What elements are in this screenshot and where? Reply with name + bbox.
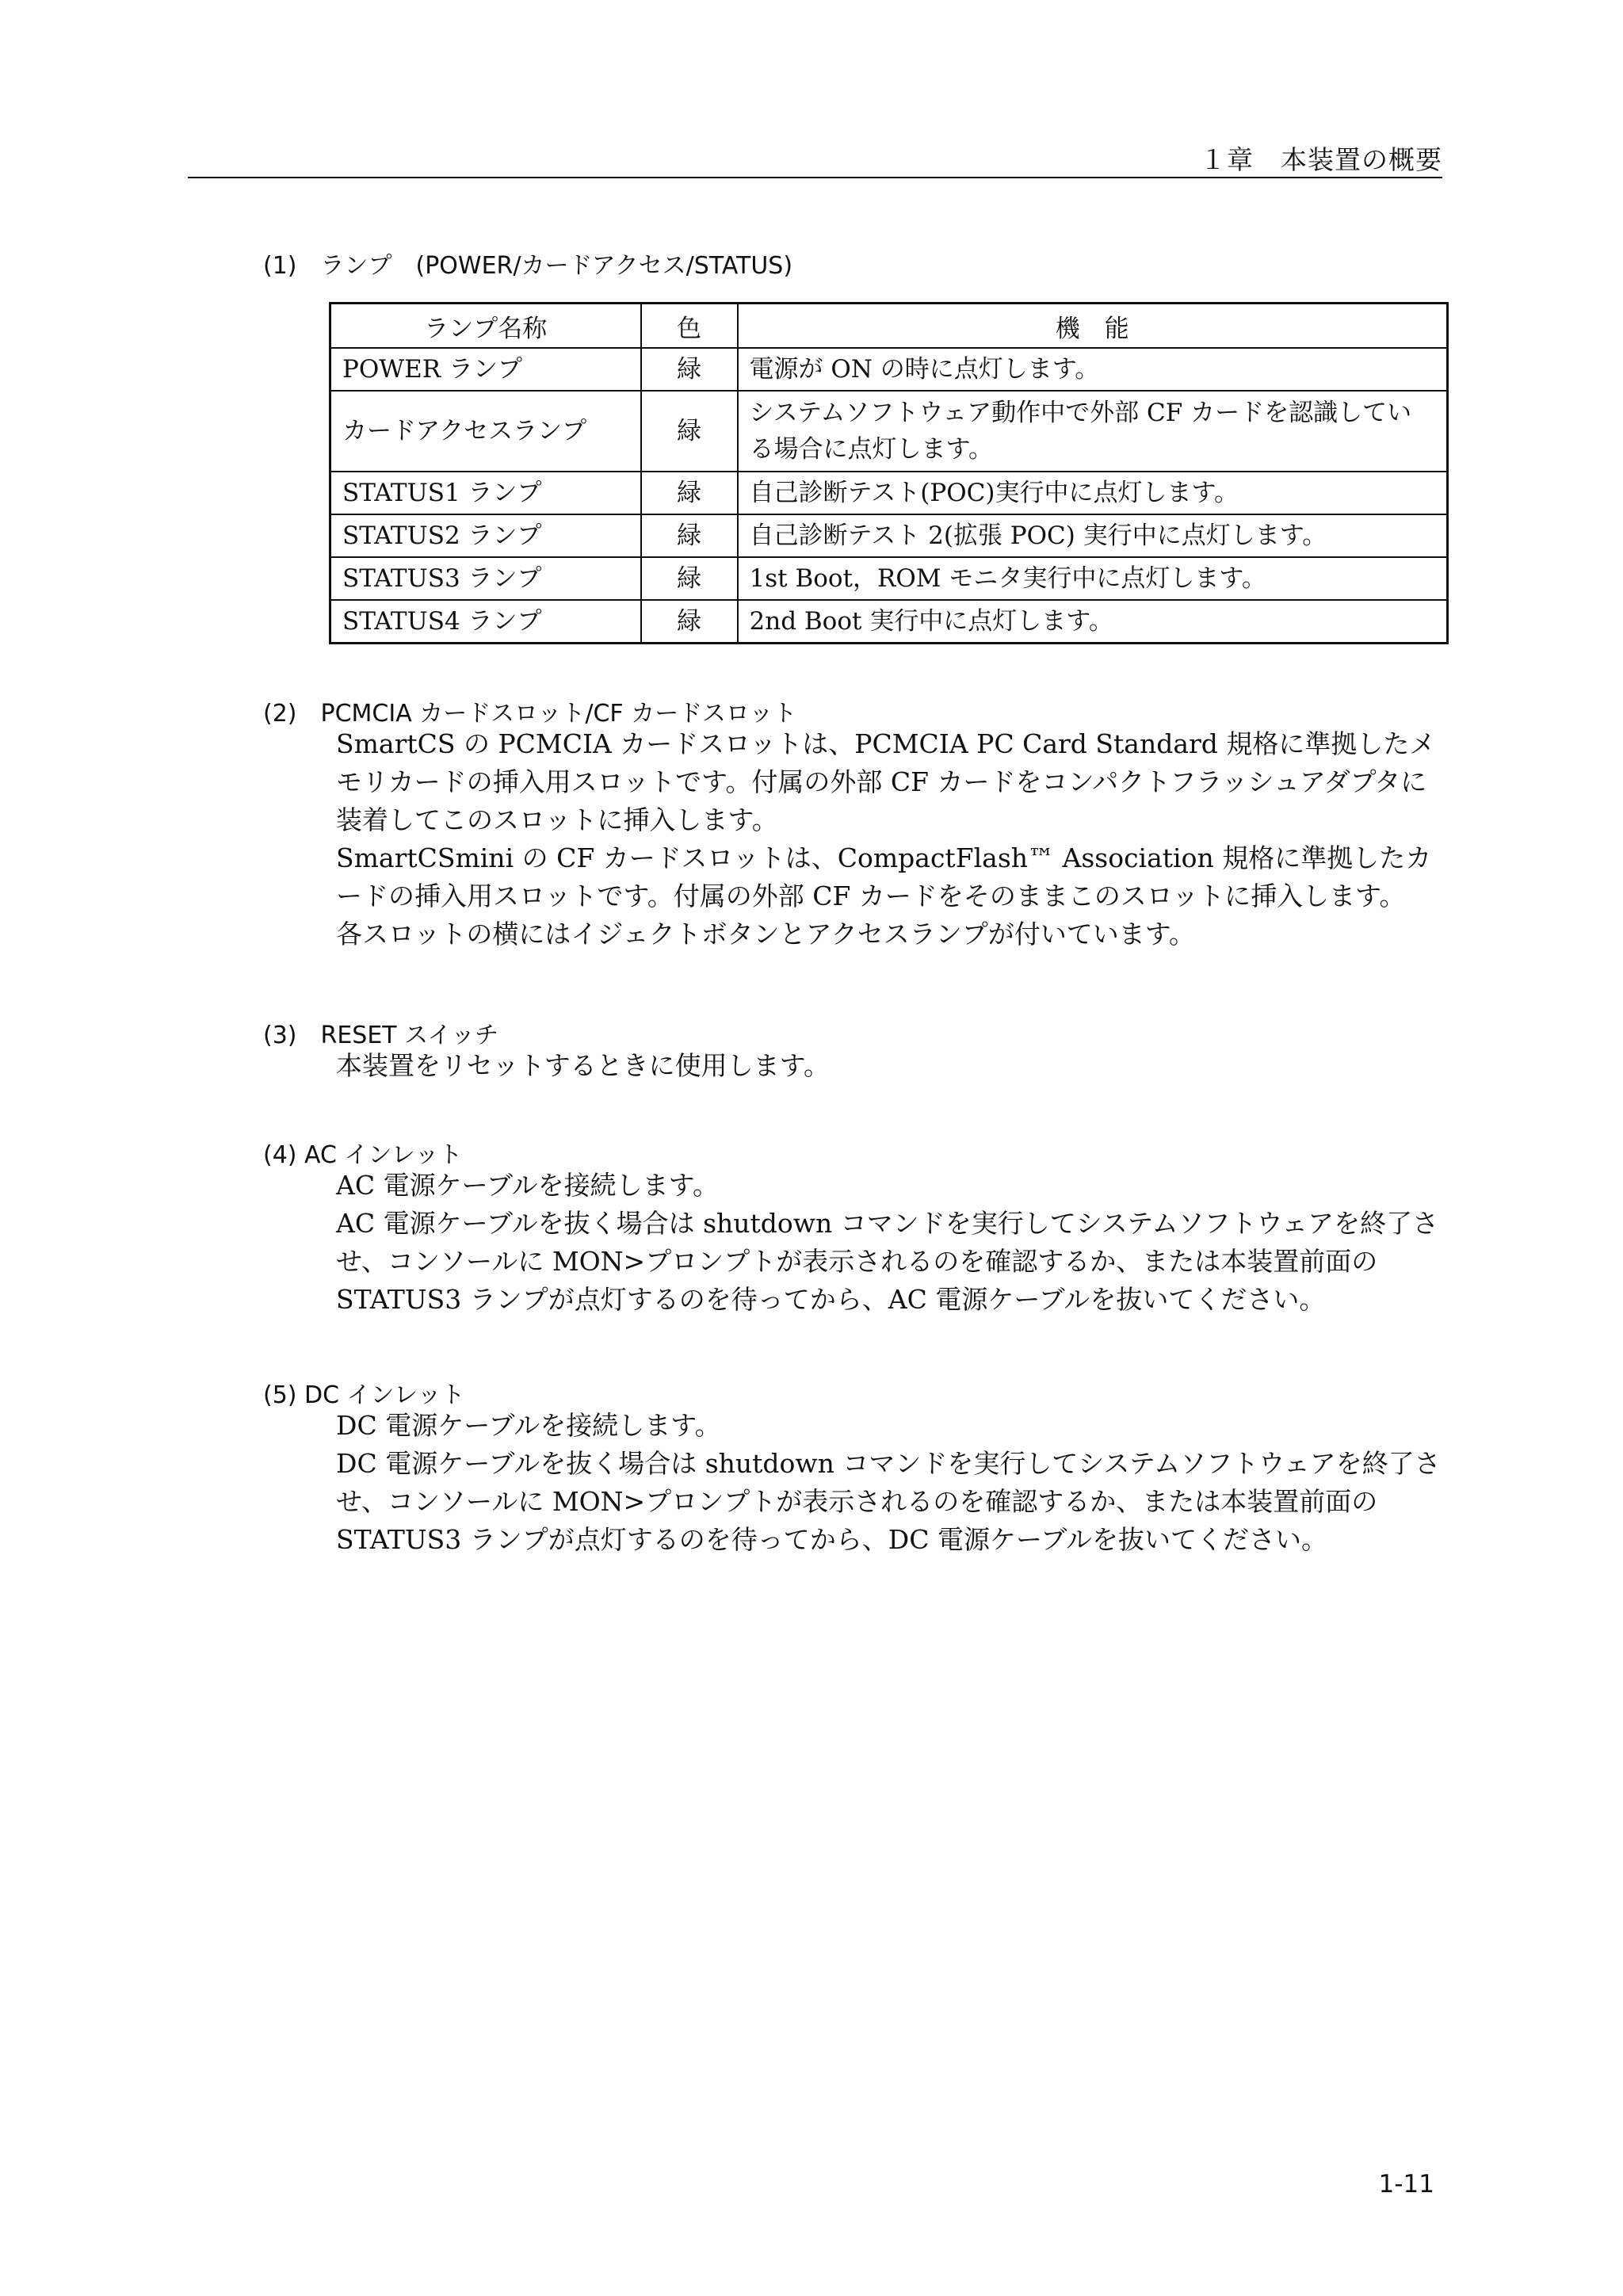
header-function: 機 能: [738, 304, 1448, 349]
paragraph: 本装置をリセットするときに使用します。: [336, 1050, 831, 1081]
table-row: [330, 600, 1448, 644]
section-title-lamp: (1) ランプ (POWER/カードアクセス/STATUS): [263, 252, 793, 280]
lamp-name-cell: STATUS1 ランプ: [330, 472, 641, 514]
lamp-table-header-row: [330, 304, 1448, 349]
paragraph: DC 電源ケーブルを接続します。: [336, 1410, 721, 1441]
lamp-name-cell: STATUS3 ランプ: [330, 557, 641, 600]
lamp-color-cell: 緑: [641, 348, 738, 391]
lamp-color-cell: 緑: [641, 557, 738, 600]
paragraph: SmartCS の PCMCIA カードスロットは、PCMCIA PC Card Standard 規格に準拠したメモリカードの挿入用スロットです。付属の外部 CF カードをコンパクトフラッシュアダプタに装着してこのスロットに挿入します。: [336, 728, 1436, 835]
page-number: 1-11: [1378, 2170, 1434, 2199]
section-title-pcmcia: (2) PCMCIA カードスロット/CF カードスロット: [263, 700, 797, 728]
section-body-dc: [336, 1407, 1445, 1559]
table-row: [330, 391, 1448, 472]
lamp-name-cell: カードアクセスランプ: [330, 391, 641, 472]
lamp-color-cell: 緑: [641, 472, 738, 514]
lamp-name-cell: STATUS2 ランプ: [330, 514, 641, 557]
section-title-ac: (4) AC インレット: [263, 1141, 463, 1169]
lamp-function-cell: 2nd Boot 実行中に点灯します。: [738, 600, 1448, 644]
paragraph: DC 電源ケーブルを抜く場合は shutdown コマンドを実行してシステムソフトウェアを終了させ、コンソールに MON>プロンプトが表示されるのを確認するか、または本装置前面の STATUS3 ランプが点灯するのを待ってから、DC 電源ケーブルを抜いてください。: [336, 1448, 1441, 1555]
header-color: 色: [641, 304, 738, 349]
lamp-color-cell: 緑: [641, 514, 738, 557]
lamp-name-cell: STATUS4 ランプ: [330, 600, 641, 644]
chapter-header: １章 本装置の概要: [1200, 144, 1442, 175]
lamp-color-cell: 緑: [641, 600, 738, 644]
paragraph: AC 電源ケーブルを接続します。: [336, 1170, 719, 1201]
section-title-dc: (5) DC インレット: [263, 1381, 465, 1409]
section-body-pcmcia: [336, 725, 1445, 953]
table-row: [330, 557, 1448, 600]
lamp-table: [329, 302, 1449, 644]
lamp-name-cell: POWER ランプ: [330, 348, 641, 391]
paragraph: 各スロットの横にはイジェクトボタンとアクセスランプが付いています。: [336, 919, 1196, 949]
lamp-function-cell: 電源が ON の時に点灯します。: [738, 348, 1448, 391]
lamp-function-cell: 自己診断テスト 2(拡張 POC) 実行中に点灯します。: [738, 514, 1448, 557]
paragraph: SmartCSmini の CF カードスロットは、CompactFlash™ Association 規格に準拠したカードの挿入用スロットです。付属の外部 CF カードをそのままこのスロットに挿入します。: [336, 842, 1432, 911]
header-lamp-name: ランプ名称: [330, 304, 641, 349]
table-row: [330, 472, 1448, 514]
header-rule: [188, 177, 1442, 178]
section-title-reset: (3) RESET スイッチ: [263, 1022, 498, 1049]
section-body-ac: [336, 1167, 1445, 1319]
lamp-function-cell: 自己診断テスト(POC)実行中に点灯します。: [738, 472, 1448, 514]
table-row: [330, 348, 1448, 391]
table-row: [330, 514, 1448, 557]
lamp-function-cell: 1st Boot，ROM モニタ実行中に点灯します。: [738, 557, 1448, 600]
lamp-color-cell: 緑: [641, 391, 738, 472]
paragraph: AC 電源ケーブルを抜く場合は shutdown コマンドを実行してシステムソフトウェアを終了させ、コンソールに MON>プロンプトが表示されるのを確認するか、または本装置前面の STATUS3 ランプが点灯するのを待ってから、AC 電源ケーブルを抜いてください。: [336, 1208, 1439, 1315]
lamp-function-cell: システムソフトウェア動作中で外部 CF カードを認識している場合に点灯します。: [738, 391, 1448, 472]
section-body-reset: [336, 1047, 1445, 1085]
